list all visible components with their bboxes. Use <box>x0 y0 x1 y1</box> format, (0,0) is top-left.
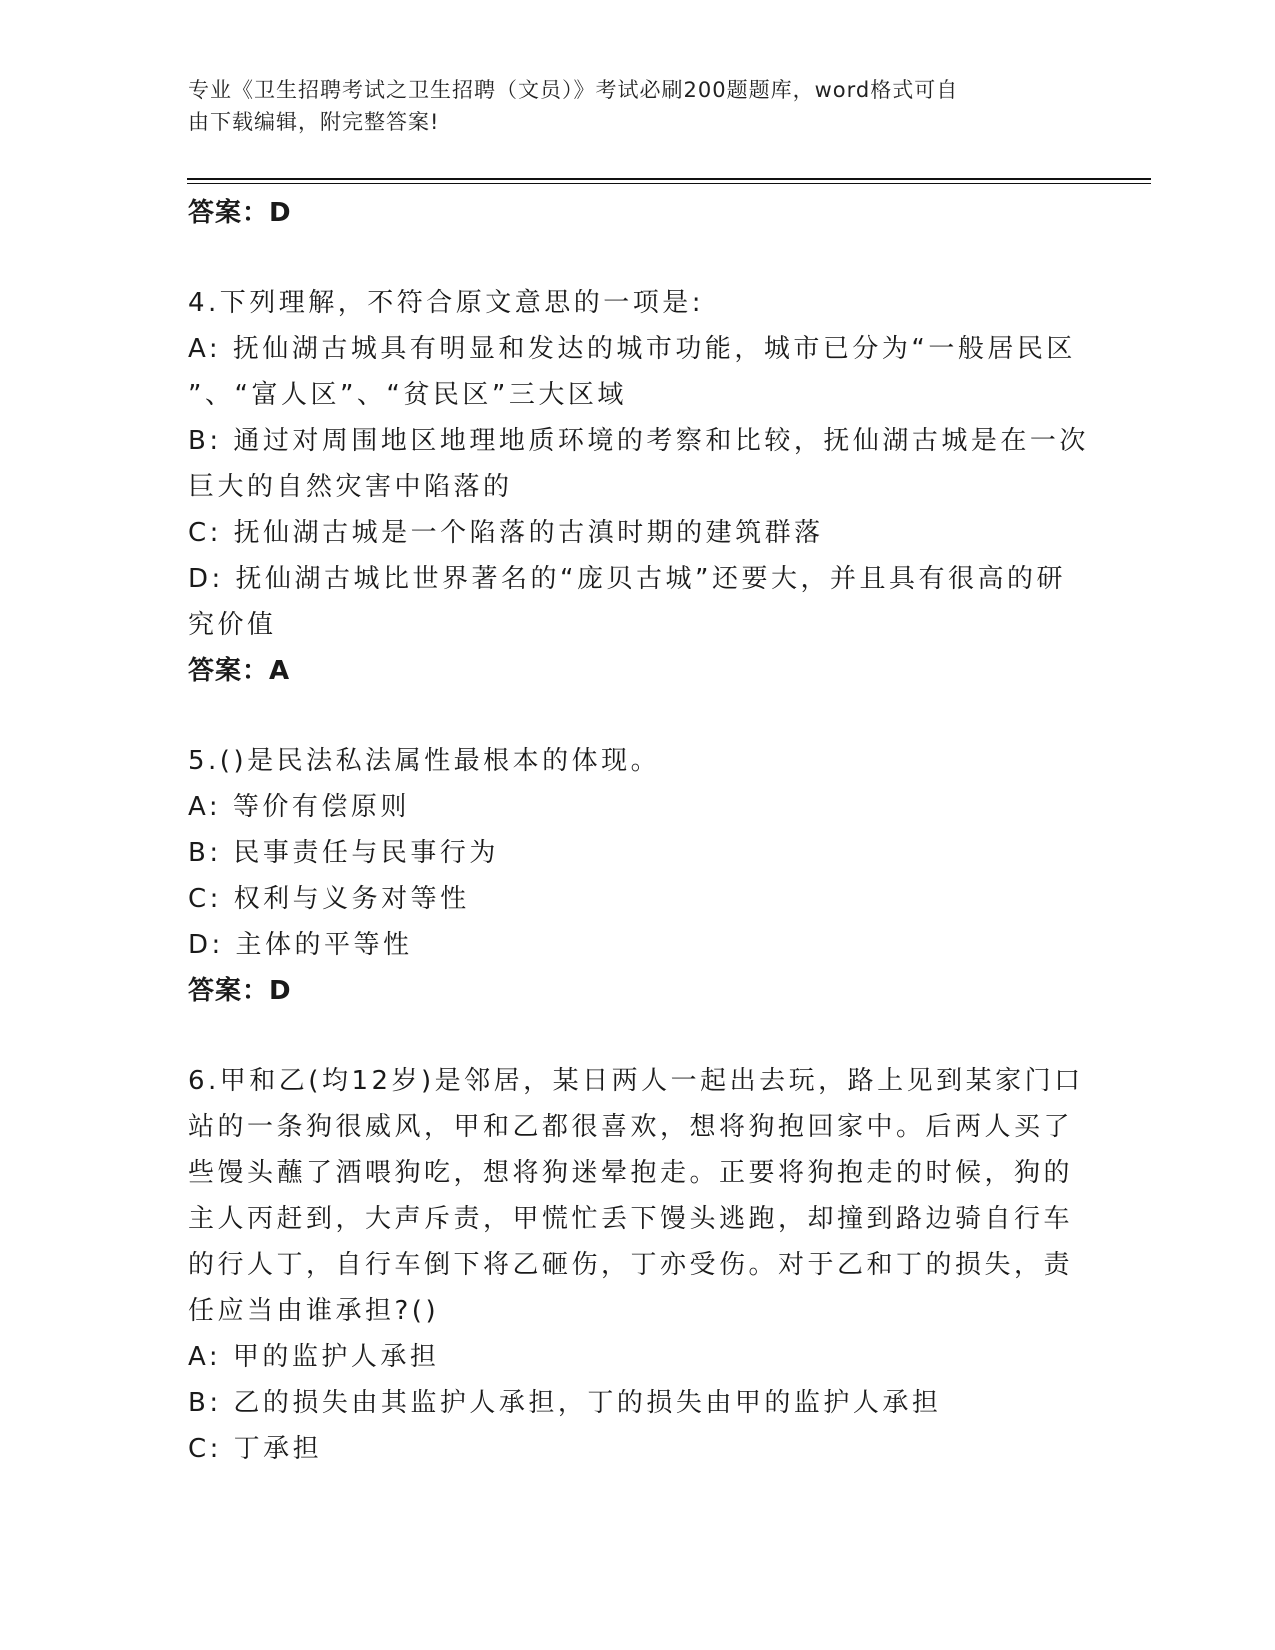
header-divider-thin <box>187 183 1151 184</box>
option-a: A: 等价有偿原则 <box>188 792 410 822</box>
question-block-6 <box>188 1058 1084 1472</box>
page-header <box>188 74 1068 138</box>
spacer <box>188 236 1078 280</box>
header-line-2: 由下载编辑，附完整答案! <box>188 110 440 134</box>
option-d: D: 主体的平等性 <box>188 930 413 960</box>
question-block-4 <box>188 280 1089 694</box>
option-c: C: 抚仙湖古城是一个陷落的古滇时期的建筑群落 <box>188 518 824 548</box>
spacer <box>188 694 1078 738</box>
option-b-continued: 巨大的自然灾害中陷落的 <box>188 472 513 502</box>
option-b: B: 民事责任与民事行为 <box>188 838 499 868</box>
option-d: D: 抚仙湖古城比世界著名的“庞贝古城”还要大，并且具有很高的研 <box>188 564 1066 594</box>
question-text: 5.()是民法私法属性最根本的体现。 <box>188 746 661 776</box>
answer-q5: 答案：D <box>188 976 292 1006</box>
header-line-1: 专业《卫生招聘考试之卫生招聘（文员）》考试必刷200题题库，word格式可自 <box>188 78 959 102</box>
question-text-line-4: 主人丙赶到，大声斥责，甲慌忙丢下馒头逃跑，却撞到路边骑自行车 <box>188 1204 1074 1234</box>
option-a: A: 抚仙湖古城具有明显和发达的城市功能，城市已分为“一般居民区 <box>188 334 1076 364</box>
option-a-continued: ”、“富人区”、“贫民区”三大区域 <box>188 380 627 410</box>
option-b: B: 乙的损失由其监护人承担，丁的损失由甲的监护人承担 <box>188 1388 942 1418</box>
question-text-line-1: 6.甲和乙(均12岁)是邻居，某日两人一起出去玩，路上见到某家门口 <box>188 1066 1084 1096</box>
option-a: A: 甲的监护人承担 <box>188 1342 440 1372</box>
option-c: C: 丁承担 <box>188 1434 323 1464</box>
spacer <box>188 1014 1078 1058</box>
question-content <box>188 190 1089 1472</box>
question-text-line-2: 站的一条狗很威风，甲和乙都很喜欢，想将狗抱回家中。后两人买了 <box>188 1112 1074 1142</box>
question-text-line-5: 的行人丁，自行车倒下将乙砸伤，丁亦受伤。对于乙和丁的损失，责 <box>188 1250 1074 1280</box>
option-c: C: 权利与义务对等性 <box>188 884 470 914</box>
question-block-5 <box>188 738 1078 1014</box>
option-b: B: 通过对周围地区地理地质环境的考察和比较，抚仙湖古城是在一次 <box>188 426 1089 456</box>
answer-q3: 答案：D <box>188 198 292 228</box>
answer-q4: 答案：A <box>188 656 291 686</box>
question-text-line-6: 任应当由谁承担?() <box>188 1296 440 1326</box>
question-text: 4.下列理解，不符合原文意思的一项是: <box>188 288 705 318</box>
header-divider-thick <box>187 178 1151 180</box>
option-d-continued: 究价值 <box>188 610 277 640</box>
question-text-line-3: 些馒头蘸了酒喂狗吃，想将狗迷晕抱走。正要将狗抱走的时候，狗的 <box>188 1158 1074 1188</box>
